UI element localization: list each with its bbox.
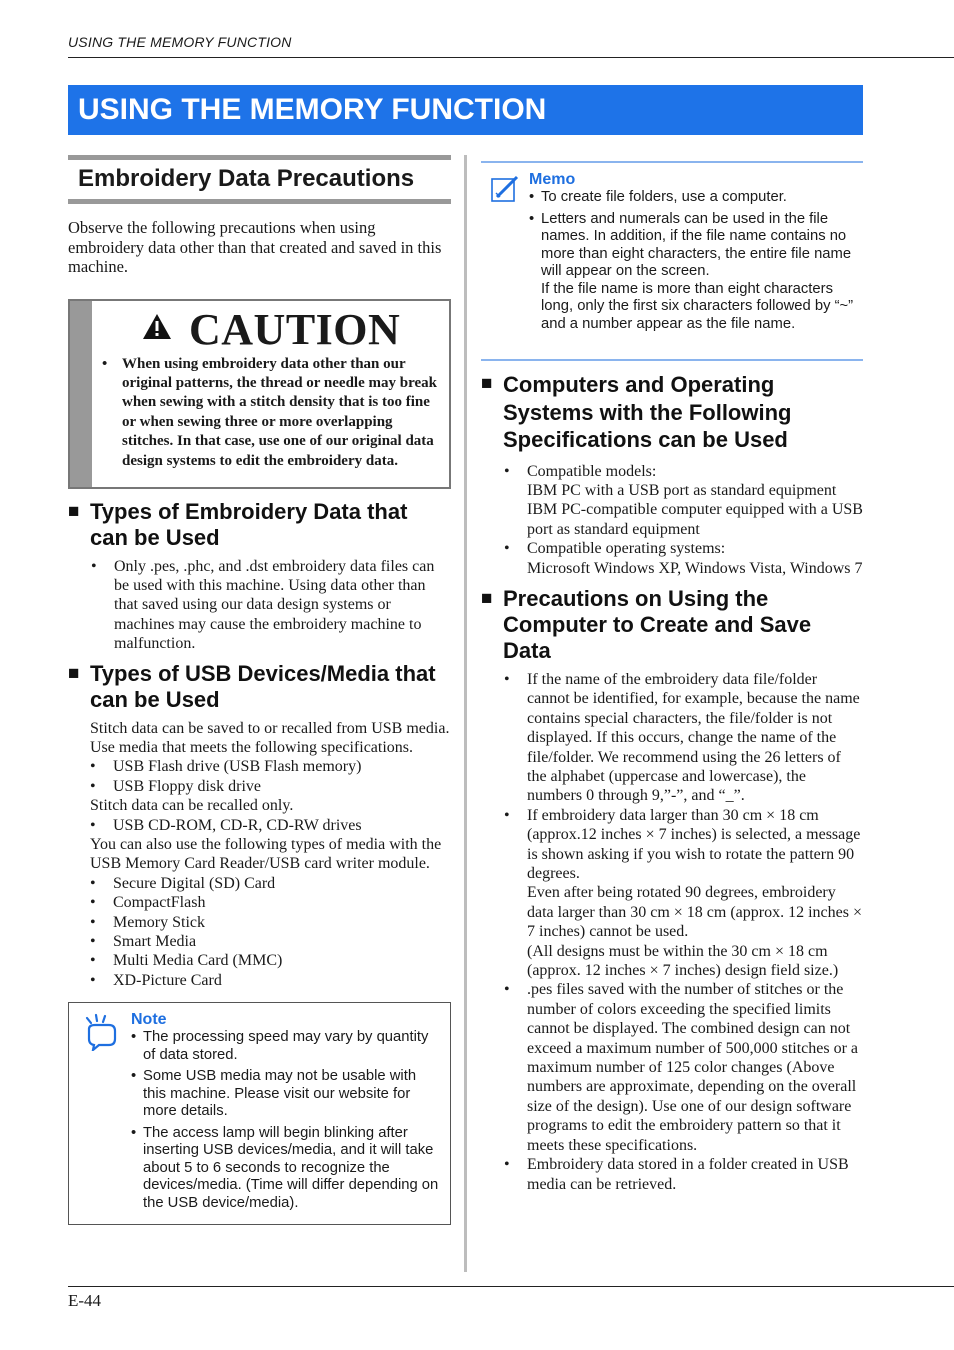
precaution-3: .pes files saved with the number of stitches or the number of colors exceeding the specified limits cannot be displayed. The combined design can not exceed a maximum number of 500,000 stitches or a maximum number of 125 color changes (Above numbers are approximate, depending on the overall size of the design). Use one of our design software programs to edit the embroidery pattern so that it meets these specifications. [527,981,859,1154]
list-item: • USB CD-ROM, CD-R, CD-RW drives [90,816,362,834]
list-item: • Compatible models: IBM PC with a USB port as standard equipment IBM PC-compatible computer equipped with a USB port as standard equipment [504,462,863,538]
running-head: USING THE MEMORY FUNCTION [68,34,292,50]
note-item: Some USB media may not be usable with this machine. Please visit our website for more details. [143,1068,417,1120]
list-item: • Embroidery data stored in a folder created in USB media can be retrieved. [481,1155,863,1194]
memo-label: Memo [529,171,576,188]
memo-item-2b: If the file name is more than eight characters long, only the first six characters followed by “~” and a number appear as the file name. [541,280,854,332]
precautions-heading [481,586,863,664]
list-item: • USB Flash drive (USB Flash memory) [90,758,362,776]
card-type: XD-Picture Card [113,971,222,989]
precaution-2 [527,806,863,981]
list-item: • The processing speed may vary by quantity of data stored. [131,1029,442,1064]
compatible-os-title: Compatible operating systems: [527,540,726,558]
list-item: • Letters and numerals can be used in the file names. In addition, if the file name contains no more than eight characters, the entire file name will appear on the screen. [529,211,857,281]
list-item: • Secure Digital (SD) Card [90,874,276,892]
types-data-heading-text: Types of Embroidery Data that can be Used [90,498,408,550]
warning-triangle-icon [142,311,181,348]
list-item: • Multi Media Card (MMC) [90,952,283,970]
note-label: Note [131,1011,167,1029]
column-divider [464,155,467,1272]
note-box [68,1002,451,1225]
usb-heading [68,661,451,713]
list-item: • If the name of the embroidery data file/folder cannot be identified, for example, because the name contains special characters, the file/folder is not displayed. If this occurs, change the name of the file/folder. We recommend using the 26 letters of the alphabet (uppercase and lowercase), the numbers 0 through 9,”-”, and “_”. [481,670,863,806]
note-speech-icon [83,1013,119,1056]
memo-item-2-continued [529,281,857,334]
list-item: • USB Floppy disk drive [90,777,262,795]
usb-bullet-1: USB Flash drive (USB Flash memory) [113,758,362,776]
caution-text: When using embroidery data other than our original patterns, the thread or needle may break when sewing with a stitch density that is too fine or when sewing three or more overlapping stitches. In that case, use one of our original data design systems to edit the embroidery data. [122,355,437,469]
memo-item-1: To create file folders, use a computer. [541,189,787,205]
section-heading: Embroidery Data Precautions [68,155,451,204]
square-icon: ■ [68,500,80,522]
caution-heading [92,301,449,355]
right-column [481,161,863,1194]
page-number: E-44 [68,1291,102,1310]
computers-heading [481,371,863,454]
list-item: • If embroidery data larger than 30 cm × 18 cm (approx.12 inches × 7 inches) is selected, a message is shown asking if you wish to rotate the pattern 90 degrees. Even after being rotated 90 degrees, embroidery data larger than 30 cm × 18 cm (approx. 12 inches × 7 inches) cannot be used. (All designs must be within the 30 cm × 18 cm (approx. 12 inches × 7 inches) design field size.) [504,806,862,980]
usb-paragraph-2: Stitch data can be recalled only. [90,797,294,815]
usb-paragraph-3: You can also use the following types of media with the USB Memory Card Reader/USB card writer module. [90,835,442,873]
compatible-os-list: Microsoft Windows XP, Windows Vista, Windows 7 [527,559,863,577]
compatible-models [527,462,863,540]
types-data-bullet: Only .pes, .phc, and .dst embroidery data files can be used with this machine. Using data other than that saved using our data design systems or machines may cause the embroidery machine to malfunction. [114,557,435,653]
bullet-dot: • [102,355,108,372]
card-type: CompactFlash [113,894,206,912]
list-item: • CompactFlash [90,894,206,912]
compatible-model-2: IBM PC-compatible computer equipped with a USB port as standard equipment [527,501,863,538]
caution-label: CAUTION [189,304,401,354]
list-item: • To create file folders, use a computer. [529,189,787,205]
page-title: USING THE MEMORY FUNCTION [68,85,863,135]
list-item: • XD-Picture Card [90,971,222,989]
list-item: • Some USB media may not be usable with this machine. Please visit our website for more details. [131,1068,442,1121]
compatible-model-1: IBM PC with a USB port as standard equipment [527,481,837,499]
compatible-models-title: Compatible models: [527,462,657,480]
note-item: The processing speed may vary by quantity of data stored. [143,1029,429,1063]
caution-bullet [92,355,449,471]
precaution-2a: If embroidery data larger than 30 cm × 18 cm (approx.12 inches × 7 inches) is selected, a message is shown asking if you wish to rotate the pattern 90 degrees. [527,806,861,882]
list-item: • Only .pes, .phc, and .dst embroidery data files can be used with this machine. Using data other than that saved using our data design systems or machines may cause the embroidery machine to malfunction. [68,557,451,654]
card-type: Secure Digital (SD) Card [113,874,276,892]
bottom-rule [68,1286,954,1287]
compatible-os [527,539,863,578]
usb-bullet-3: USB CD-ROM, CD-R, CD-RW drives [113,816,362,834]
list-item: • Memory Stick [90,913,205,931]
memo-pencil-icon [491,175,521,208]
list-item: • Compatible operating systems: Microsoft Windows XP, Windows Vista, Windows 7 [504,540,863,577]
precaution-1: If the name of the embroidery data file/folder cannot be identified, for example, because the name contains special characters, the file/folder is not displayed. If this occurs, change the name of the file/folder. We recommend using the 26 letters of the alphabet (uppercase and lowercase), the numbers 0 through 9,”-”, and “_”. [527,670,860,805]
square-icon: ■ [481,373,493,394]
list-item: • .pes files saved with the number of stitches or the number of colors exceeding the specified limits cannot be displayed. The combined design can not exceed a maximum number of 500,000 stitches or a maximum number of 125 color changes (Above numbers are approximate, depending on the overall size of the design). Use one of our design software programs to edit the embroidery pattern so that it meets these specifications. [481,980,863,1155]
left-column [68,155,451,1225]
caution-stripe [70,301,92,487]
precaution-2b: Even after being rotated 90 degrees, embroidery data larger than 30 cm × 18 cm (approx. 12 inches × 7 inches) cannot be used. [527,884,862,941]
card-type: Memory Stick [113,913,205,931]
top-rule [68,57,954,58]
intro-paragraph: Observe the following precautions when using embroidery data other than that created and saved in this machine. [68,218,442,276]
precaution-2c: (All designs must be within the 30 cm × 18 cm (approx. 12 inches × 7 inches) design field size.) [527,942,839,980]
types-data-heading [68,499,451,551]
list-item: • Smart Media [90,933,197,950]
list-item: • The access lamp will begin blinking after inserting USB devices/media, and it will take about 5 to 6 seconds to recognize the devices/media. (Time will differ depending on the USB device/media). [131,1125,442,1213]
card-type: Multi Media Card (MMC) [113,952,283,970]
precautions-heading-text: Precautions on Using the Computer to Create and Save Data [503,585,812,663]
usb-heading-text: Types of USB Devices/Media that can be Used [90,660,436,712]
card-type: Smart Media [113,933,197,950]
caution-box [68,299,451,489]
usb-paragraph-1: Stitch data can be saved to or recalled from USB media. Use media that meets the following specifications. [90,719,450,756]
precaution-4: Embroidery data stored in a folder created in USB media can be retrieved. [527,1156,849,1193]
memo-box [481,161,863,361]
square-icon: ■ [68,662,80,684]
note-item: The access lamp will begin blinking after inserting USB devices/media, and it will take about 5 to 6 seconds to recognize the devices/media. (Time will differ depending on the USB device/media). [143,1124,439,1211]
memo-item-2: Letters and numerals can be used in the file names. In addition, if the file name contains no more than eight characters, the entire file name will appear on the screen. [541,210,852,279]
square-icon: ■ [481,587,493,609]
computers-heading-text: Computers and Operating Systems with the Following Specifications can be Used [503,372,792,452]
usb-bullet-2: USB Floppy disk drive [113,777,262,795]
